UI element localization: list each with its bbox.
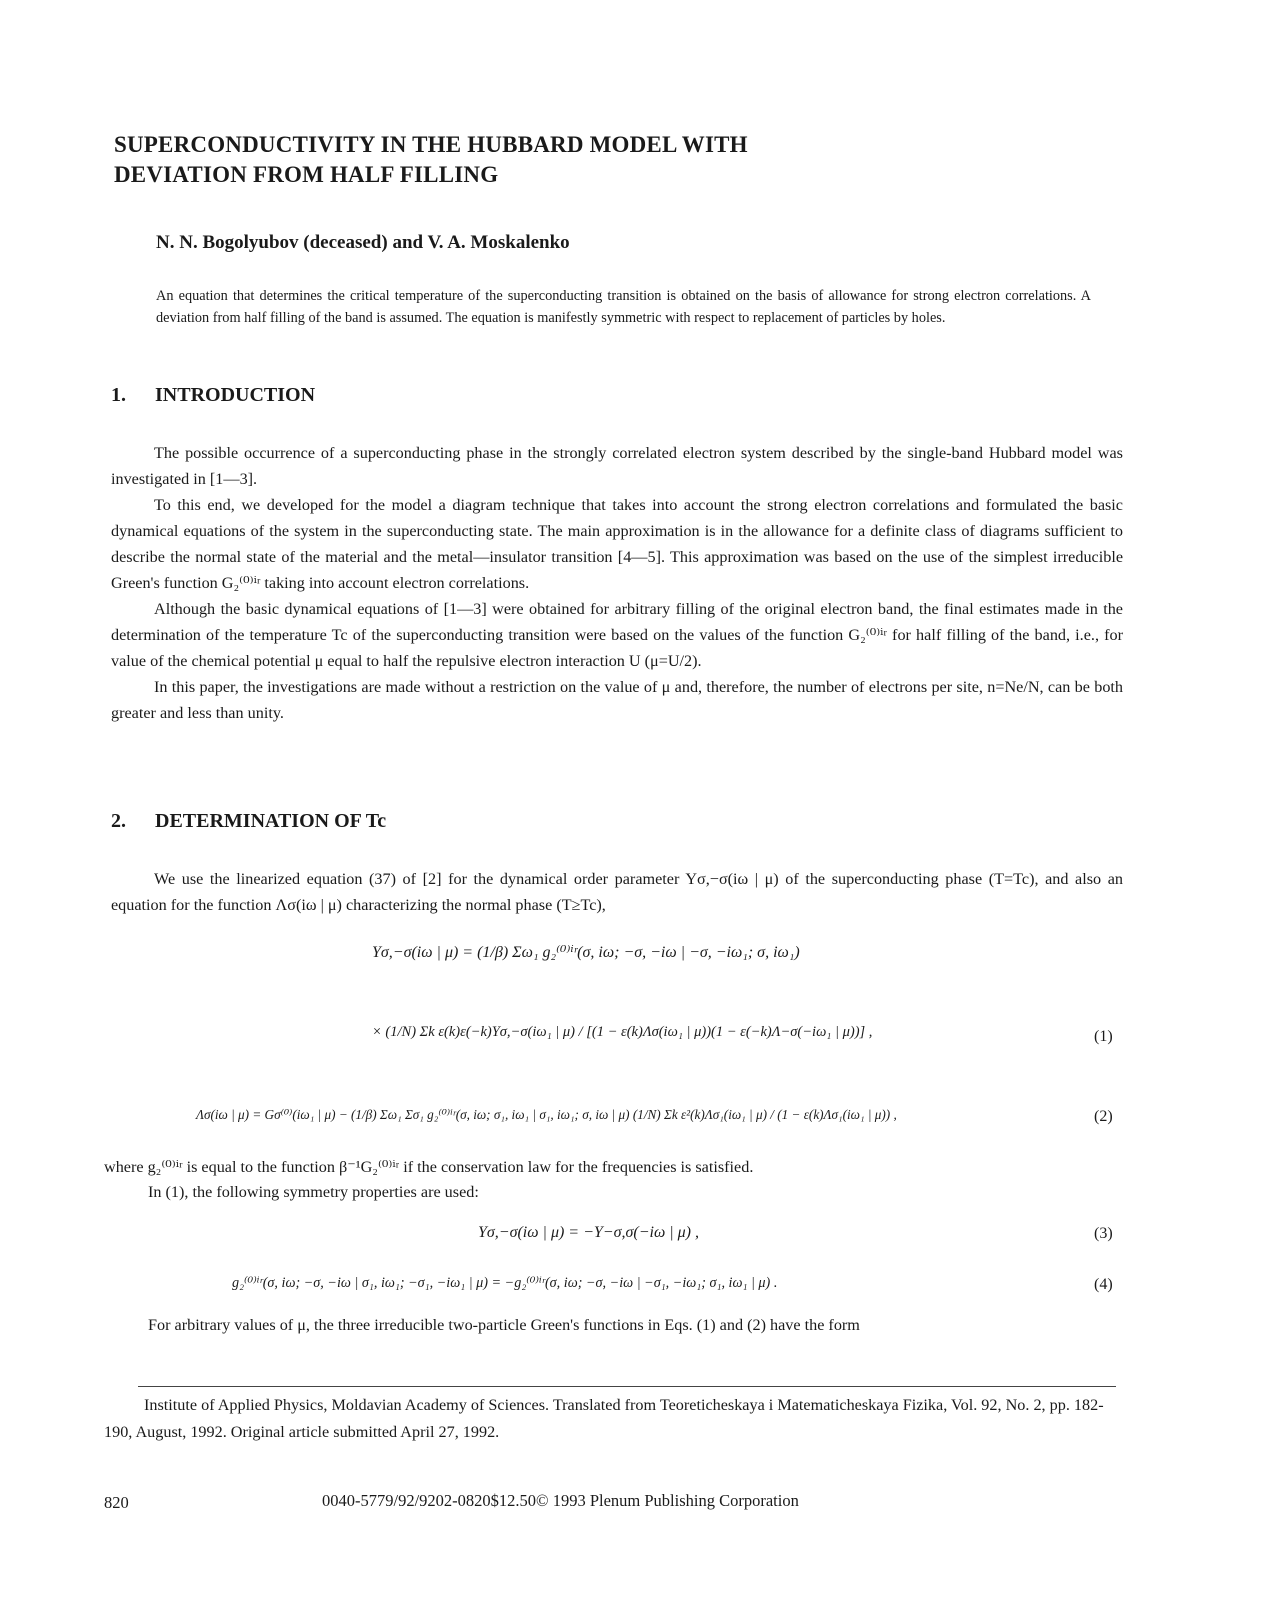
section-2-number: 2. <box>111 810 126 832</box>
section-2-intro-paragraph: We use the linearized equation (37) of [2] for the dynamical order parameter Yσ,−σ(iω | μ) of the superconducting phase (T=Tc), and also an equation for the function Λσ(iω | μ) characterizing the normal phase (T≥Tc), <box>111 870 1123 914</box>
intro-paragraph-3: Although the basic dynamical equations of [1—3] were obtained for arbitrary filling of the original electron band, the final estimates made in the determination of the temperature Tc of the superconducting transition were based on the values of the function G₂⁽⁰⁾ⁱʳ for half filling of the band, i.e., for value of the chemical potential μ equal to half the repulsive electron interaction U (μ=U/2). <box>111 600 1123 670</box>
section-1-heading <box>111 384 315 407</box>
page-number: 820 <box>104 1493 129 1512</box>
equation-4: g₂⁽⁰⁾ⁱʳ(σ, iω; −σ, −iω | σ₁, iω₁; −σ₁, −iω₁ | μ) = −g₂⁽⁰⁾ⁱʳ(σ, iω; −σ, −iω | −σ₁, −iω₁; σ₁, iω₁ | μ) . <box>232 1275 778 1291</box>
equation-3: Yσ,−σ(iω | μ) = −Y−σ,σ(−iω | μ) , <box>478 1224 699 1241</box>
footnote: Institute of Applied Physics, Moldavian Academy of Sciences. Translated from Teoreticheskaya i Matematicheskaya Fizika, Vol. 92, No. 2, pp. 182-190, August, 1992. Original article submitted April 27, 1992. <box>104 1396 1104 1441</box>
section-1-title: INTRODUCTION <box>155 384 316 406</box>
where-sentence: where g₂⁽⁰⁾ⁱʳ is equal to the function β⁻¹G₂⁽⁰⁾ⁱʳ if the conservation law for the frequencies is satisfied. <box>104 1158 754 1176</box>
section-2-title: DETERMINATION OF Tc <box>155 810 387 832</box>
copyright-line: 0040-5779/92/9202-0820$12.50© 1993 Plenum Publishing Corporation <box>322 1491 799 1510</box>
section-2-intro <box>111 866 1123 918</box>
intro-paragraph-4: In this paper, the investigations are made without a restriction on the value of μ and, therefore, the number of electrons per site, n=Ne/N, can be both greater and less than unity. <box>111 678 1123 722</box>
title-line-1: SUPERCONDUCTIVITY IN THE HUBBARD MODEL WITH <box>114 132 748 157</box>
section-1-number: 1. <box>111 384 126 406</box>
authors: N. N. Bogolyubov (deceased) and V. A. Moskalenko <box>156 232 570 253</box>
symmetry-sentence: In (1), the following symmetry properties are used: <box>148 1183 479 1201</box>
equation-1-line-2: × (1/N) Σk ε(k)ε(−k)Yσ,−σ(iω₁ | μ) / [(1 − ε(k)Λσ(iω₁ | μ))(1 − ε(−k)Λ−σ(−iω₁ | μ))] , <box>372 1024 873 1040</box>
footnote-divider <box>138 1386 1116 1387</box>
section-2-heading <box>111 810 386 833</box>
intro-paragraph-2: To this end, we developed for the model a diagram technique that takes into account the strong electron correlations and formulated the basic dynamical equations of the system in the superconducting state. The main approximation is in the allowance for a definite class of diagrams sufficient to describe the normal state of the material and the metal—insulator transition [4—5]. This approximation was based on the use of the simplest irreducible Green's function G₂⁽⁰⁾ⁱʳ taking into account electron correlations. <box>111 496 1123 592</box>
equation-3-number: (3) <box>1094 1225 1113 1242</box>
intro-paragraph-1: The possible occurrence of a superconducting phase in the strongly correlated electron system described by the single-band Hubbard model was investigated in [1—3]. <box>111 444 1123 488</box>
equation-4-number: (4) <box>1094 1276 1113 1293</box>
equation-2-number: (2) <box>1094 1108 1113 1125</box>
equation-1-line-1: Yσ,−σ(iω | μ) = (1/β) Σω₁ g₂⁽⁰⁾ⁱʳ(σ, iω; −σ, −iω | −σ, −iω₁; σ, iω₁) <box>372 944 800 961</box>
equation-1-number: (1) <box>1094 1028 1113 1045</box>
closing-sentence: For arbitrary values of μ, the three irreducible two-particle Green's functions in Eqs. (1) and (2) have the form <box>148 1316 860 1334</box>
equation-2: Λσ(iω | μ) = Gσ⁽⁰⁾(iω₁ | μ) − (1/β) Σω₁ Σσ₁ g₂⁽⁰⁾ⁱʳ(σ, iω; σ₁, iω₁ | σ₁, iω₁; σ, iω | μ) (1/N) Σk ε²(k)Λσ₁(iω₁ | μ) / (1 − ε(k)Λσ₁(iω₁ | μ)) , <box>196 1107 897 1122</box>
paper-title <box>114 130 1014 190</box>
title-line-2: DEVIATION FROM HALF FILLING <box>114 162 499 187</box>
introduction-body <box>111 440 1123 726</box>
abstract: An equation that determines the critical temperature of the superconducting transition is obtained on the basis of allowance for strong electron correlations. A deviation from half filling of the band is assumed. The equation is manifestly symmetric with respect to replacement of particles by holes. <box>156 288 1091 326</box>
